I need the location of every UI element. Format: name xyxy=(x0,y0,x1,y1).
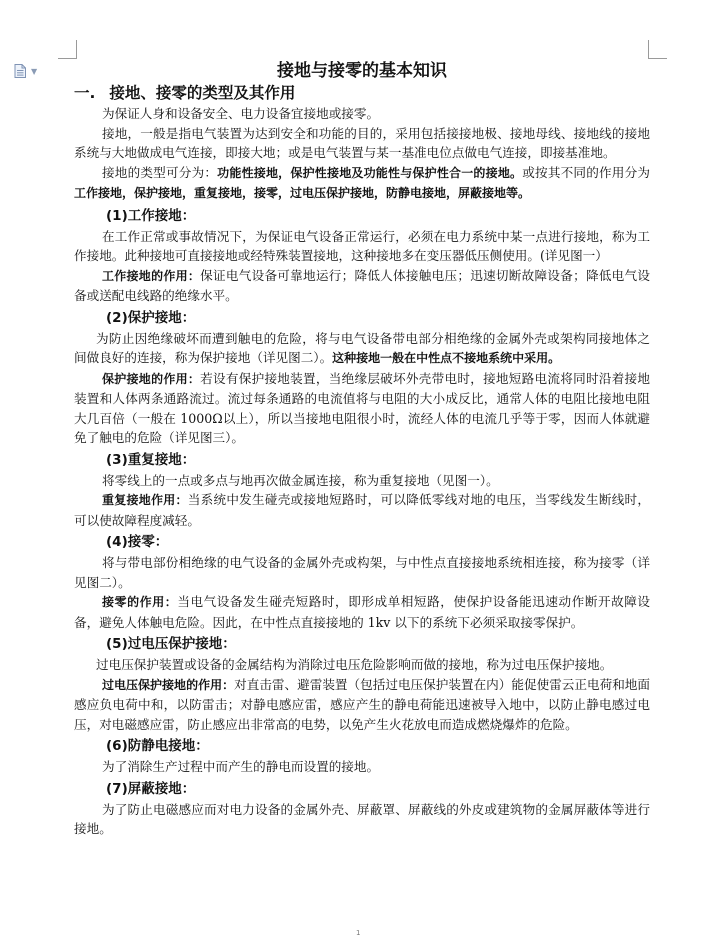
types-paragraph xyxy=(74,163,650,204)
document-icon[interactable] xyxy=(14,64,26,78)
role-label: 工作接地的作用： xyxy=(102,268,201,283)
role-paragraph xyxy=(74,266,650,306)
body-paragraph: 将零线上的一点或多点与地再次做金属连接，称为重复接地（见图一）。 xyxy=(102,472,499,488)
role-text: 当电气设备发生碰壳短路时，即形成单相短路，使保护设备能迅速动作断开故障设备，避免人体触电危险。因此，在中性点直接接地的 1kv 以下的系统下必须采取接零保护。 xyxy=(74,594,650,630)
types-bold: 工作接地，保护接地，重复接地，接零，过电压保护接地，防静电接地，屏蔽接地等。 xyxy=(74,186,531,200)
role-paragraph xyxy=(74,675,650,735)
body-paragraph: 为了消除生产过程中而产生的静电而设置的接地。 xyxy=(102,759,380,774)
body-paragraph: 过电压保护装置或设备的金属结构为消除过电压危险影响而做的接地，称为过电压保护接地。 xyxy=(96,657,613,672)
role-paragraph xyxy=(74,490,650,530)
role-label: 接零的作用： xyxy=(102,595,178,609)
section-title: 接地、接零的类型及其作用 xyxy=(109,84,296,102)
document-page xyxy=(74,60,650,839)
role-text: 保证电气设备可靠地运行；降低人体接触电压；迅速切断故障设备；降低电气设备或送配电线路的绝缘水平。 xyxy=(74,267,650,303)
role-label: 过电压保护接地的作用： xyxy=(102,677,235,692)
subsection-heading: (4)接零： xyxy=(106,534,169,550)
page-corner-top-left xyxy=(58,40,77,59)
intro-paragraph: 为保证人身和设备安全、电力设备宜接地或接零。 xyxy=(102,106,380,121)
role-text: 若设有保护接地装置，当绝缘层破坏外壳带电时，接地短路电流将同时沿着接地装置和人体两条通路流过。流过每条通路的电流值将与电阻的大小成反比，通常人体的电阻比接地电阻大几百倍（一般在 1000Ω以上），所以当接地电阻很小时，流经人体的电流几乎等于零，因而人体就避免了触电的危险（详见图三）。 xyxy=(74,370,650,445)
role-text: 对直击雷、避雷装置（包括过电压保护装置在内）能促使雷云正电荷和地面感应负电荷中和，以防雷击；对静电感应雷，感应产生的静电荷能迅速被导入地中，以防止静电感过电压，对电磁感应雷，防止感应出非常高的电势，以免产生火花放电而造成燃烧爆炸的危险。 xyxy=(74,676,650,732)
subsection-heading: (7)屏蔽接地： xyxy=(106,780,196,797)
subsection-heading: (5)过电压保护接地： xyxy=(106,636,236,652)
body-paragraph xyxy=(74,329,650,369)
body-text: 为防止因绝缘破坏而遭到触电的危险，将与电气设备带电部分相绝缘的金属外壳或架构同接地体之间做良好的连接，称为保护接地（详见图二）。 xyxy=(74,330,650,365)
intro-paragraph: 接地，一般是指电气装置为达到安全和功能的目的，采用包括接接地极、接地母线、接地线的接地系统与大地做成电气连接，即接大地；或是电气装置与某一基准电位点做电气连接，即接基准地。 xyxy=(74,125,650,160)
role-text: 当系统中发生碰壳或接地短路时，可以降低零线对地的电压，当零线发生断线时，可以使故障程度减轻。 xyxy=(74,492,650,528)
body-bold: 这种接地一般在中性点不接地系统中采用。 xyxy=(332,351,561,365)
role-label: 保护接地的作用： xyxy=(102,371,201,386)
types-mid: 或按其不同的作用分为 xyxy=(522,164,650,180)
document-title: 接地与接零的基本知识 xyxy=(277,61,447,81)
role-paragraph xyxy=(74,369,650,448)
section-heading xyxy=(74,83,650,104)
subsection-heading: (3)重复接地： xyxy=(106,451,196,468)
types-bold: 功能性接地，保护性接地及功能性与保护性合一的接地。 xyxy=(217,165,523,180)
role-paragraph xyxy=(74,592,650,632)
chevron-down-icon[interactable]: ▼ xyxy=(31,67,38,76)
body-paragraph: 为了防止电磁感应而对电力设备的金属外壳、屏蔽罩、屏蔽线的外皮或建筑物的金属屏蔽体等进行接地。 xyxy=(74,801,650,836)
section-number: 一. xyxy=(74,84,96,102)
body-paragraph: 将与带电部份相绝缘的电气设备的金属外壳或构架，与中性点直接接地系统相连接，称为接零（详见图二）。 xyxy=(74,555,650,590)
types-lead: 接地的类型可分为： xyxy=(102,164,218,180)
subsection-heading: (6)防静电接地： xyxy=(106,738,209,754)
role-label: 重复接地作用： xyxy=(102,493,188,507)
subsection-heading: (1)工作接地： xyxy=(106,207,196,224)
subsection-heading: (2)保护接地： xyxy=(106,309,196,326)
body-paragraph: 在工作正常或事故情况下，为保证电气设备正常运行，必须在电力系统中某一点进行接地，称为工作接地。此种接地可直接接地或经特殊装置接地，这种接地多在变压器低压侧使用。(详见图一） xyxy=(74,228,650,263)
page-number: 1 xyxy=(356,929,361,937)
page-corner-top-right xyxy=(648,40,667,59)
